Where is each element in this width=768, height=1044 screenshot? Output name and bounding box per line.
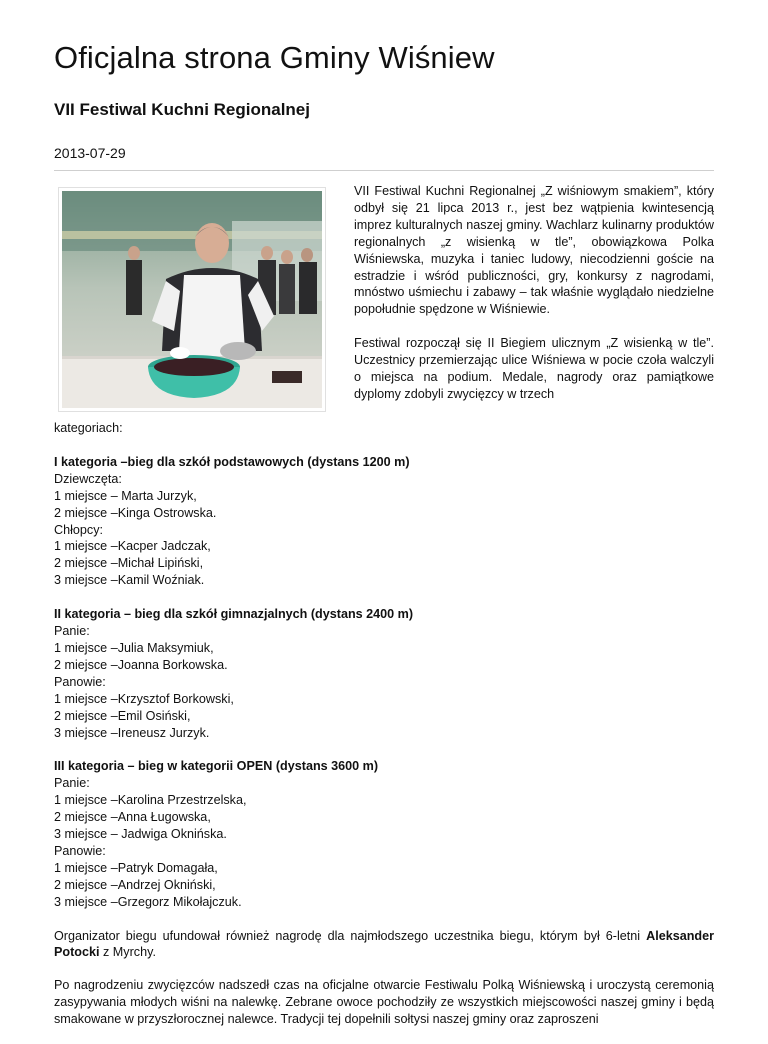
organizer-text: Organizator biegu ufundował również nagrodę dla najmłodszego uczestnika biegu, którym był 6-letni	[54, 928, 647, 943]
result-line: 3 miejsce –Grzegorz Mikołajczuk.	[54, 894, 242, 909]
article-body	[54, 183, 714, 1044]
organizer-text-end: z Myrchy.	[99, 945, 156, 960]
result-line: Panowie:	[54, 843, 106, 858]
result-line: 1 miejsce – Marta Jurzyk,	[54, 488, 197, 503]
category-heading: II kategoria – bieg dla szkół gimnazjalnych (dystans 2400 m)	[54, 607, 414, 622]
race-paragraph: Festiwal rozpoczął się II Biegiem ulicznym „Z wisienką w tle”. Uczestnicy przemierzając ulice Wiśniewa w pocie czoła walczyli o miejsca na podium. Medale, nagrody oraz pamiątkowe dyplomy zdobyli zwycięzcy w trzech	[354, 336, 714, 401]
result-line: Panie:	[54, 624, 90, 639]
category-2	[54, 606, 714, 741]
photo-illustration	[62, 191, 322, 408]
race-paragraph-tail: kategoriach:	[54, 421, 123, 435]
result-line: 3 miejsce –Ireneusz Jurzyk.	[54, 725, 210, 740]
result-line: 2 miejsce –Kinga Ostrowska.	[54, 505, 217, 520]
result-line: Chłopcy:	[54, 522, 103, 537]
divider	[54, 170, 714, 171]
result-line: 2 miejsce –Anna Ługowska,	[54, 810, 211, 825]
result-line: 2 miejsce –Joanna Borkowska.	[54, 657, 228, 672]
site-title: Oficjalna strona Gminy Wiśniew	[54, 40, 495, 75]
category-3	[54, 758, 714, 910]
result-line: 3 miejsce –Kamil Woźniak.	[54, 573, 205, 588]
category-heading: III kategoria – bieg w kategorii OPEN (dystans 3600 m)	[54, 759, 379, 774]
result-line: 2 miejsce –Andrzej Okniński,	[54, 877, 216, 892]
result-line: 2 miejsce –Michał Lipiński,	[54, 556, 204, 571]
article-photo	[58, 187, 326, 412]
category-1	[54, 454, 714, 589]
result-line: Panie:	[54, 776, 90, 791]
result-line: Panowie:	[54, 674, 106, 689]
result-line: 2 miejsce –Emil Osiński,	[54, 708, 191, 723]
result-line: 1 miejsce –Julia Maksymiuk,	[54, 640, 214, 655]
result-line: 1 miejsce –Kacper Jadczak,	[54, 539, 211, 554]
organizer-paragraph	[54, 928, 714, 962]
closing-paragraph: Po nagrodzeniu zwycięzców nadszedł czas na oficjalne otwarcie Festiwalu Polką Wiśniewską i uroczystą ceremonią zasypywania młodych wiśni na nalewkę. Zebrane owoce pochodziły ze wszystkich miejscowości naszej gminy i będą smakowane w przyszłorocznej nalewce. Tradycji tej dopełnili sołtysi naszej gminy oraz zaproszeni	[54, 978, 714, 1027]
category-heading: I kategoria –bieg dla szkół podstawowych (dystans 1200 m)	[54, 454, 410, 469]
article-date: 2013-07-29	[54, 145, 126, 161]
result-line: 1 miejsce –Patryk Domagała,	[54, 860, 218, 875]
result-line: 1 miejsce –Krzysztof Borkowski,	[54, 691, 234, 706]
article-title: VII Festiwal Kuchni Regionalnej	[54, 100, 310, 119]
intro-paragraph: VII Festiwal Kuchni Regionalnej „Z wiśniowym smakiem”, który odbył się 21 lipca 2013 r., jest bez wątpienia kwintesencją imprez kulturalnych naszej gminy. Wachlarz kulinarny produktów regionalnych „z wisienką w tle”, obowiązkowa Polka Wiśniewska, muzyka i taniec ludowy, niecodzienni goście na estradzie i wśród publiczności, gry, konkursy z nagrodami, mnóstwo uśmiechu i zabawy – tak właśnie wyglądało niedzielne popołudnie spędzone w Wiśniewie.	[354, 184, 714, 317]
result-line: 1 miejsce –Karolina Przestrzelska,	[54, 793, 247, 808]
result-line: Dziewczęta:	[54, 471, 122, 486]
result-line: 3 miejsce – Jadwiga Oknińska.	[54, 827, 227, 842]
youngest-participant-name: Aleksander Potocki	[54, 928, 714, 960]
